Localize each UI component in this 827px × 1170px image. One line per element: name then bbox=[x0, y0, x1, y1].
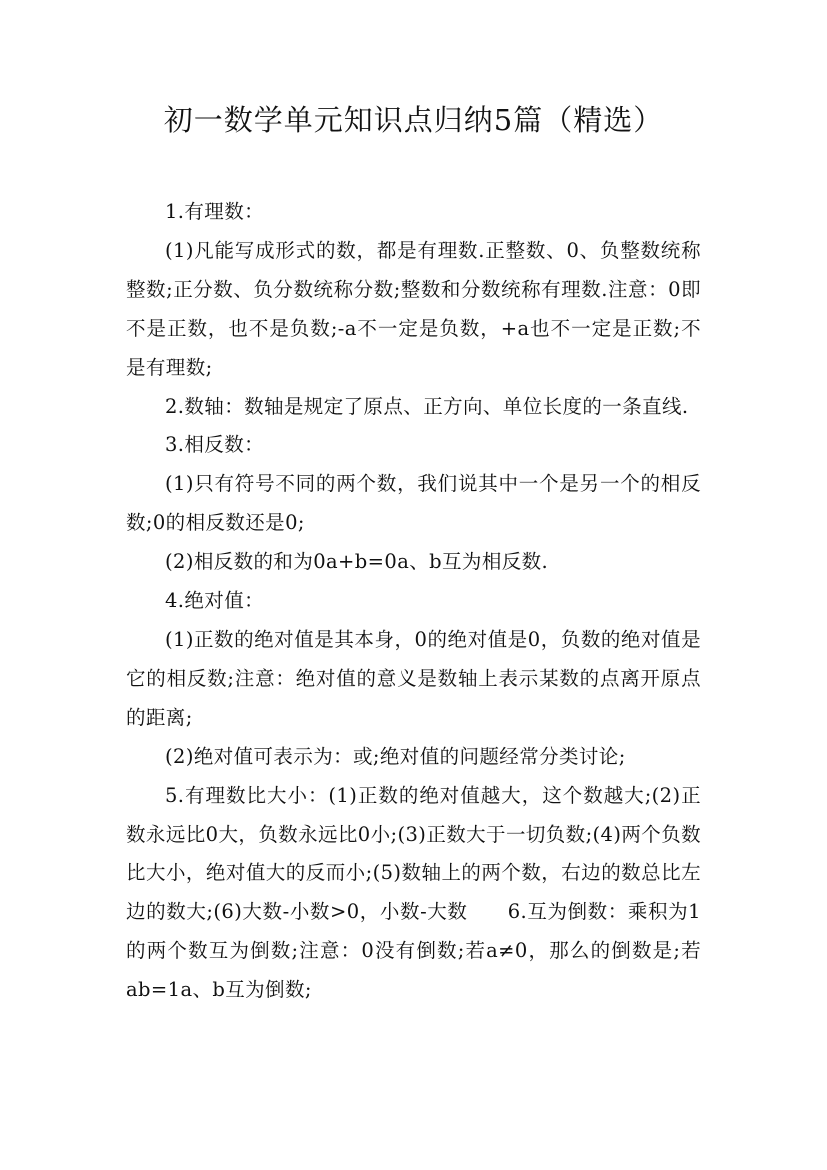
document-body bbox=[126, 193, 701, 1010]
section-heading-rational-numbers: 1.有理数： bbox=[165, 200, 265, 223]
paragraph-opposite-definition: (1)只有符号不同的两个数，我们说其中一个是另一个的相反数;0的相反数还是0; bbox=[126, 472, 701, 535]
section-heading-absolute-value: 4.绝对值： bbox=[165, 589, 265, 613]
document-title: 初一数学单元知识点归纳5篇（精选） bbox=[163, 103, 664, 137]
paragraph-absolute-expression: (2)绝对值可表示为：或;绝对值的问题经常分类讨论; bbox=[165, 744, 626, 768]
paragraph-rational-definition: (1)凡能写成形式的数，都是有理数.正整数、0、负整数统称整数;正分数、负分数统称分数;整数和分数统称有理数.注意：0即不是正数，也不是负数;-a不一定是负数，+a也不一定是正数;不是有理数; bbox=[126, 238, 701, 379]
paragraph-opposite-sum: (2)相反数的和为0a+b=0a、b互为相反数. bbox=[165, 550, 549, 574]
section-heading-opposite-numbers: 3.相反数： bbox=[165, 433, 265, 457]
paragraph-comparison-and-reciprocal: 5.有理数比大小：(1)正数的绝对值越大，这个数越大;(2)正数永远比0大，负数永远比0小;(3)正数大于一切负数;(4)两个负数比大小，绝对值大的反而小;(5)数轴上的两个数，右边的数总比左边的数大;(6)大数-小数>0，小数-大数 6.互为倒数：乘积为1的两个数互为倒数;注意：0没有倒数;若a≠0，那么的倒数是;若ab=1a、b互为倒数; bbox=[126, 783, 701, 1002]
paragraph-number-line: 2.数轴：数轴是规定了原点、正方向、单位长度的一条直线. bbox=[165, 394, 689, 418]
paragraph-absolute-definition: (1)正数的绝对值是其本身，0的绝对值是0，负数的绝对值是它的相反数;注意：绝对值的意义是数轴上表示某数的点离开原点的距离; bbox=[126, 627, 701, 729]
